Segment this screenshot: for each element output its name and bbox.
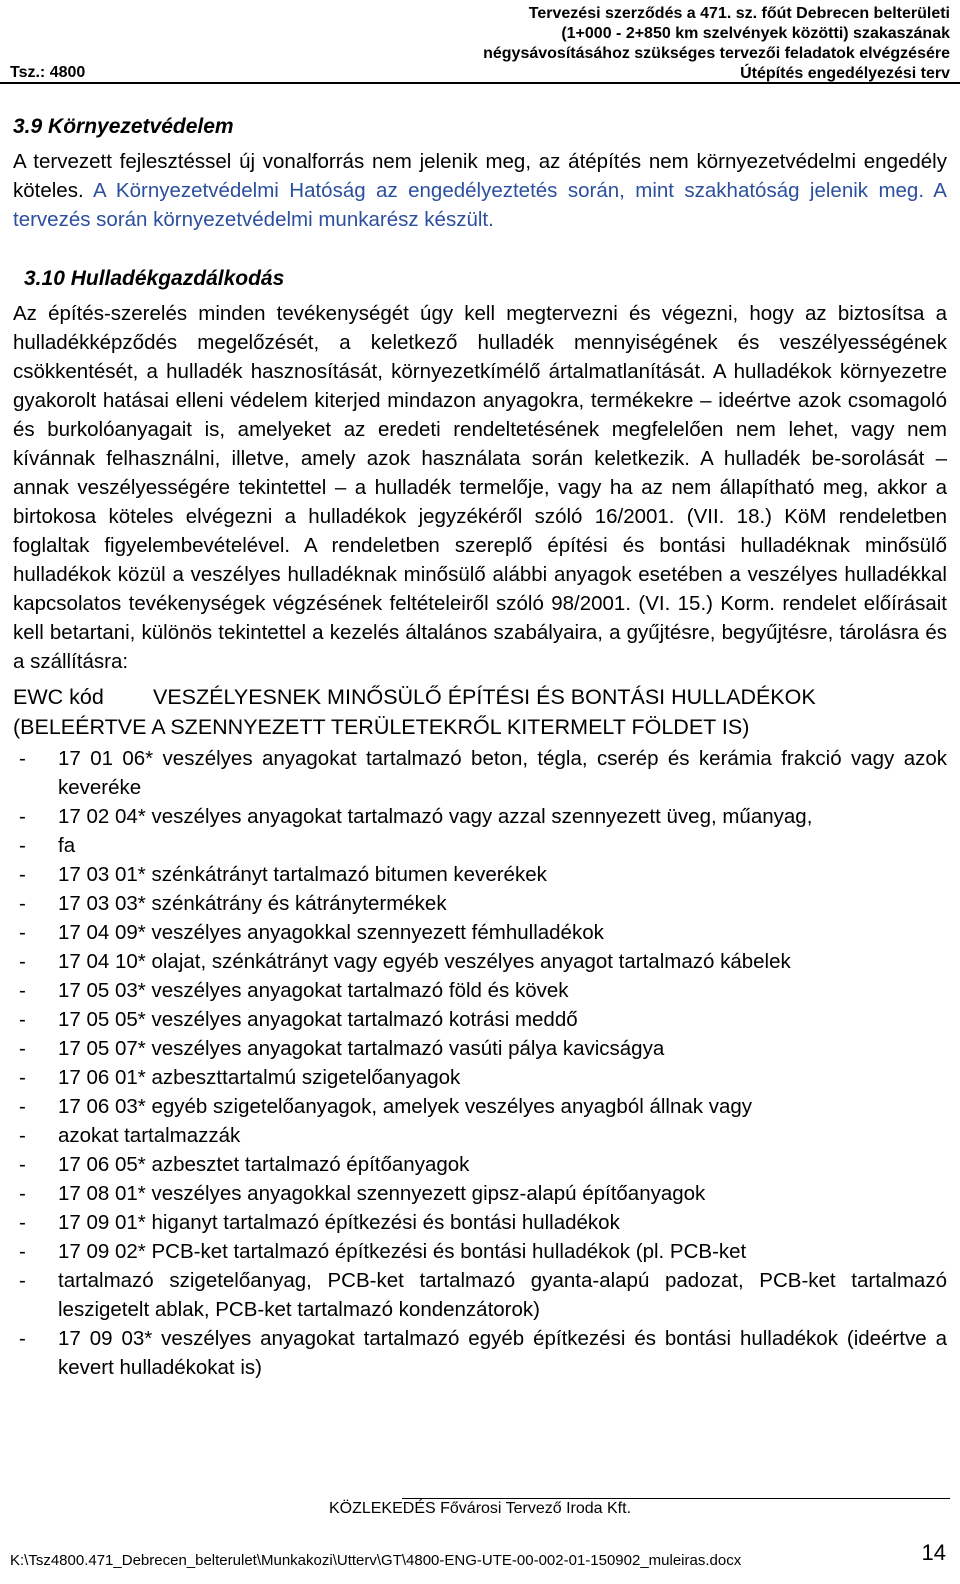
list-item: - 17 06 05* azbesztet tartalmazó építőanyagok xyxy=(19,1153,470,1176)
ewc-code-label: EWC kód xyxy=(13,685,104,709)
page-header xyxy=(10,4,950,84)
header-line-4: Útépítés engedélyezési terv xyxy=(740,65,950,82)
waste-paragraph: Az építés-szerelés minden tevékenységét úgy kell megtervezni és végezni, hogy az biztosítsa a hulladékképződés megelőzését, a keletkező hulladék mennyiségének és veszélyességének csökkentését, a hulladék hasznosítását, környezetkímélő ártalmatlanítását. A hulladékok környezetre gyakorolt hatásai elleni védelem kiterjed mindazon anyagokra, termékekre – ideértve azok csomagoló és burkolóanyagait is, amelyeket az eredeti rendeltetésének megfelelően nem lehet, vagy nem kívánnak felhasználni, illetve, amely azok használata során keletkezik. A hulladék be-sorolását – annak veszélyességére tekintettel – a hulladék termelője, vagy ha az nem állapítható meg, akkor a birtokosa köteles elvégezni a hulladékok jegyzékéről szóló 16/2001. (VII. 18.) KöM rendeletben foglaltak figyelembevételével. A rendeletben szereplő építési és bontási hulladéknak minősülő hulladékok közül a veszélyes hulladéknak minősülő alábbi anyagok esetében a veszélyes hulladékkal kapcsolatos tevékenységek végzésének feltételeiről szóló 98/2001. (VI. 15.) Korm. rendelet előírásait kell betartani, különös tekintettel a kezelés általános szabályaira, a gyűjtésre, begyűjtésre, tárolásra és a szállításra: xyxy=(13,302,947,673)
list-item: - 17 05 05* veszélyes anyagokat tartalmazó kotrási meddő xyxy=(19,1008,578,1031)
ewc-heading-text: VESZÉLYESNEK MINŐSÜLŐ ÉPÍTÉSI ÉS BONTÁSI HULLADÉKOK (BELEÉRTVE A SZENNYEZETT TERÜLETEKRŐL KITERMELT FÖLDET IS) xyxy=(13,685,816,739)
environment-paragraph xyxy=(13,147,947,234)
list-item: - 17 04 09* veszélyes anyagokkal szennyezett fémhulladékok xyxy=(19,921,604,944)
header-tsz: Tsz.: 4800 xyxy=(10,64,86,81)
list-item: - 17 04 10* olajat, szénkátrányt vagy egyéb veszélyes anyagot tartalmazó kábelek xyxy=(19,950,791,973)
list-item: - 17 03 01* szénkátrányt tartalmazó bitumen keverékek xyxy=(19,863,547,886)
list-item: - 17 03 03* szénkátrány és kátránytermékek xyxy=(19,892,447,915)
header-rule xyxy=(0,82,960,84)
environment-text-2: A Környezetvédelmi Hatóság az engedélyeztetés során, mint szakhatóság jelenik meg. A tervezés során környezetvédelmi munkarész készült. xyxy=(13,179,947,231)
list-item: - 17 09 01* higanyt tartalmazó építkezési és bontási hulladékok xyxy=(19,1211,620,1234)
list-item: - 17 06 03* egyéb szigetelőanyagok, amelyek veszélyes anyagból állnak vagy xyxy=(19,1095,753,1118)
list-item: - 17 09 02* PCB-ket tartalmazó építkezési és bontási hulladékok (pl. PCB-ket xyxy=(19,1240,747,1263)
list-item: - tartalmazó szigetelőanyag, PCB-ket tartalmazó gyanta-alapú padozat, PCB-ket tartalmazó leszigetelt ablak, PCB-ket tartalmazó kondenzátorok) xyxy=(19,1269,947,1321)
list-item: - 17 06 01* azbeszttartalmú szigetelőanyagok xyxy=(19,1066,461,1089)
list-item: - fa xyxy=(19,834,76,857)
environment-text-1: A tervezett fejlesztéssel új vonalforrás nem jelenik meg, az átépítés nem környezetvédelmi engedély köteles. xyxy=(13,150,947,202)
list-item: - 17 05 07* veszélyes anyagokat tartalmazó vasúti pálya kavicságya xyxy=(19,1037,665,1060)
header-line-3: négysávosításához szükséges tervezői feladatok elvégzésére xyxy=(483,45,950,62)
header-line-2: (1+000 - 2+850 km szelvények közötti) szakaszának xyxy=(561,25,950,42)
section-title-environment: 3.9 Környezetvédelem xyxy=(13,115,234,138)
footer-file-path: K:\Tsz4800.471_Debrecen_belterulet\Munkakozi\Utterv\GT\4800-ENG-UTE-00-002-01-150902_muleiras.docx xyxy=(10,1552,742,1569)
ewc-list xyxy=(13,744,947,1382)
list-item: - 17 08 01* veszélyes anyagokkal szennyezett gipsz-alapú építőanyagok xyxy=(19,1182,706,1205)
list-item: - 17 01 06* veszélyes anyagokat tartalmazó beton, tégla, cserép és kerámia frakció vagy azok keveréke xyxy=(19,747,947,799)
header-line-1: Tervezési szerződés a 471. sz. főút Debrecen belterületi xyxy=(528,5,950,22)
footer-rule xyxy=(402,1498,950,1499)
footer-company: KÖZLEKEDÉS Fővárosi Tervező Iroda Kft. xyxy=(328,1500,632,1517)
header-project xyxy=(483,4,950,84)
list-item: - 17 05 03* veszélyes anyagokat tartalmazó föld és kövek xyxy=(19,979,569,1002)
document-body xyxy=(13,96,947,1382)
list-item: - 17 02 04* veszélyes anyagokat tartalmazó vagy azzal szennyezett üveg, műanyag, xyxy=(19,805,813,828)
ewc-heading xyxy=(13,682,947,742)
list-item: - azokat tartalmazzák xyxy=(19,1124,241,1147)
list-item: - 17 09 03* veszélyes anyagokat tartalmazó egyéb építkezési és bontási hulladékok (ideértve a kevert hulladékokat is) xyxy=(19,1327,947,1379)
page-number: 14 xyxy=(921,1540,946,1565)
section-title-waste: 3.10 Hulladékgazdálkodás xyxy=(24,267,285,290)
